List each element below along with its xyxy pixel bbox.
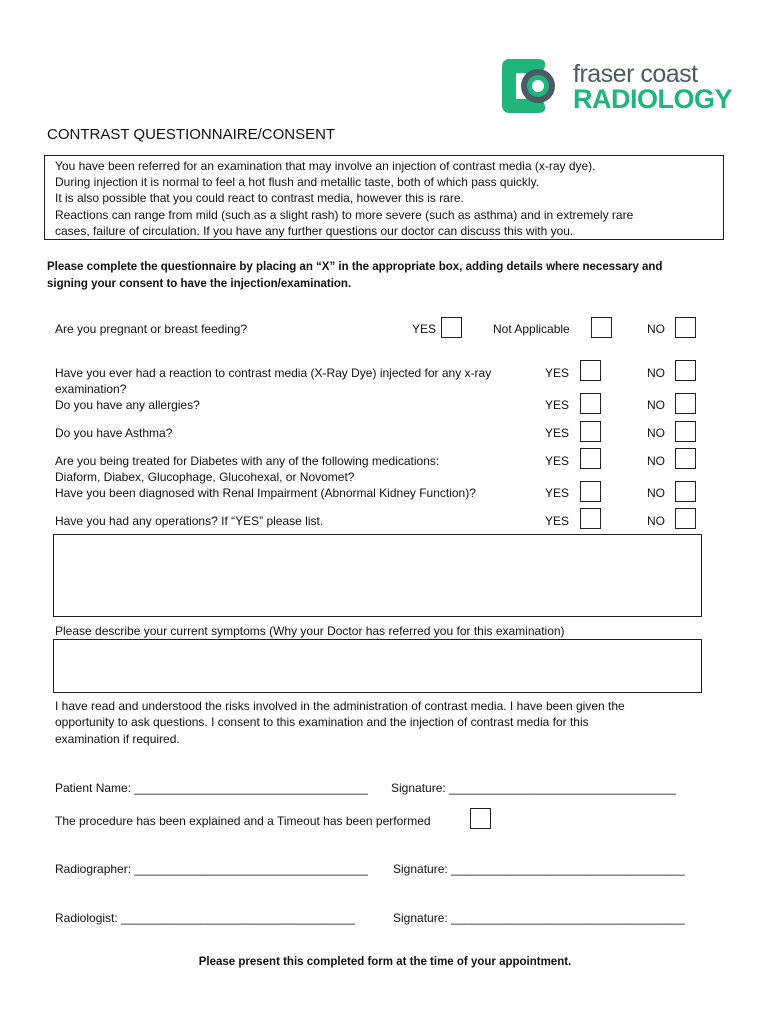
no-label: NO xyxy=(647,426,665,440)
operations-yes-checkbox[interactable] xyxy=(580,508,601,529)
reaction-no-checkbox[interactable] xyxy=(675,360,696,381)
patient-signature-field[interactable]: Signature: __________________________________ xyxy=(391,781,676,795)
timeout-label: The procedure has been explained and a Timeout has been performed xyxy=(55,814,431,828)
question-diabetes-meds: Diaform, Diabex, Glucophage, Glucohexal, or Novomet? xyxy=(55,470,355,484)
logo xyxy=(500,55,733,117)
no-label: NO xyxy=(647,514,665,528)
no-label: NO xyxy=(647,366,665,380)
intro-line: You have been referred for an examination that may involve an injection of contrast media (x-ray dye). xyxy=(55,159,596,173)
pregnant-no-checkbox[interactable] xyxy=(675,317,696,338)
operations-no-checkbox[interactable] xyxy=(675,508,696,529)
symptoms-textarea[interactable] xyxy=(53,639,702,693)
question-renal: Have you been diagnosed with Renal Impairment (Abnormal Kidney Function)? xyxy=(55,486,476,500)
question-asthma: Do you have Asthma? xyxy=(55,426,173,440)
no-label: NO xyxy=(647,322,665,336)
patient-name-field[interactable]: Patient Name: ___________________________________ xyxy=(55,781,368,795)
page-title: CONTRAST QUESTIONNAIRE/CONSENT xyxy=(47,126,336,143)
no-label: NO xyxy=(647,398,665,412)
consent-line: I have read and understood the risks involved in the administration of contrast media. I have been given the xyxy=(55,699,625,713)
symptoms-label: Please describe your current symptoms (Why your Doctor has referred you for this examination) xyxy=(55,624,565,638)
radiographer-name-field[interactable]: Radiographer: ___________________________________ xyxy=(55,862,368,876)
yes-label: YES xyxy=(545,486,570,500)
allergies-no-checkbox[interactable] xyxy=(675,393,696,414)
question-allergies: Do you have any allergies? xyxy=(55,398,200,412)
question-contrast-reaction: Have you ever had a reaction to contrast media (X-Ray Dye) injected for any x-ray xyxy=(55,366,492,380)
question-pregnant: Are you pregnant or breast feeding? xyxy=(55,322,248,336)
timeout-checkbox[interactable] xyxy=(470,808,491,829)
logo-line2: RADIOLOGY xyxy=(573,84,733,114)
yes-label: YES xyxy=(545,426,570,440)
intro-line: Reactions can range from mild (such as a slight rash) to more severe (such as asthma) and in extremely rare xyxy=(55,208,634,222)
radiographer-signature-field[interactable]: Signature: ___________________________________ xyxy=(393,862,685,876)
asthma-no-checkbox[interactable] xyxy=(675,421,696,442)
radiologist-name-field[interactable]: Radiologist: ___________________________________ xyxy=(55,911,355,925)
not-applicable-label: Not Applicable xyxy=(493,322,570,336)
diabetes-yes-checkbox[interactable] xyxy=(580,448,601,469)
operations-textarea[interactable] xyxy=(53,534,702,617)
no-label: NO xyxy=(647,486,665,500)
allergies-yes-checkbox[interactable] xyxy=(580,393,601,414)
consent-line: opportunity to ask questions. I consent to this examination and the injection of contrast media for this xyxy=(55,715,589,729)
logo-mark-icon xyxy=(500,55,564,117)
yes-label: YES xyxy=(545,454,570,468)
renal-no-checkbox[interactable] xyxy=(675,481,696,502)
radiologist-signature-field[interactable]: Signature: ___________________________________ xyxy=(393,911,685,925)
pregnant-na-checkbox[interactable] xyxy=(591,317,612,338)
instructions-line: signing your consent to have the injection/examination. xyxy=(47,278,352,290)
yes-label: YES xyxy=(545,398,570,412)
renal-yes-checkbox[interactable] xyxy=(580,481,601,502)
instructions-line: Please complete the questionnaire by placing an “X” in the appropriate box, adding details where necessary and xyxy=(47,261,663,273)
question-diabetes: Are you being treated for Diabetes with any of the following medications: xyxy=(55,454,440,468)
intro-line: During injection it is normal to feel a hot flush and metallic taste, both of which pass quickly. xyxy=(55,175,540,189)
pregnant-yes-checkbox[interactable] xyxy=(441,317,462,338)
intro-line: cases, failure of circulation. If you have any further questions our doctor can discuss this with you. xyxy=(55,224,574,238)
yes-label: YES xyxy=(545,514,570,528)
consent-line: examination if required. xyxy=(55,732,180,746)
yes-label: YES xyxy=(412,322,437,336)
question-contrast-reaction-cont: examination? xyxy=(55,382,127,396)
intro-line: It is also possible that you could react to contrast media, however this is rare. xyxy=(55,191,464,205)
logo-line1: fraser coast xyxy=(573,60,698,88)
asthma-yes-checkbox[interactable] xyxy=(580,421,601,442)
footer-note: Please present this completed form at the time of your appointment. xyxy=(198,956,572,968)
yes-label: YES xyxy=(545,366,570,380)
no-label: NO xyxy=(647,454,665,468)
question-operations: Have you had any operations? If “YES” please list. xyxy=(55,514,324,528)
reaction-yes-checkbox[interactable] xyxy=(580,360,601,381)
diabetes-no-checkbox[interactable] xyxy=(675,448,696,469)
